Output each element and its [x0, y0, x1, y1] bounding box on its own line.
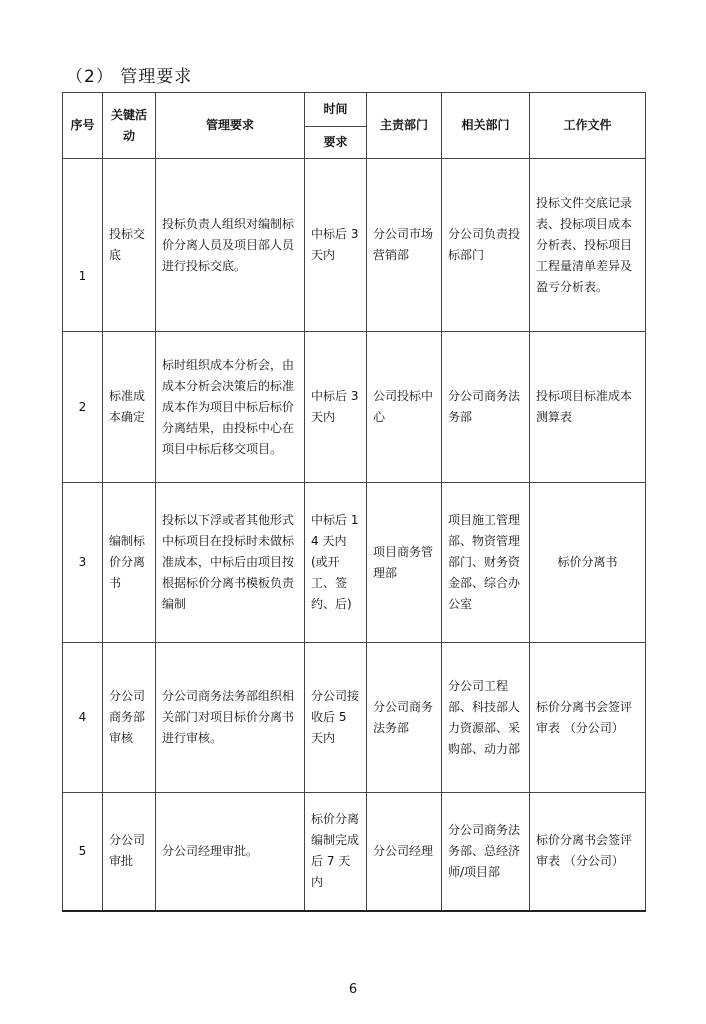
row-work-docs: 投标文件交底记录表、投标项目成本分析表、投标项目工程量清单差异及盈亏分析表。 — [530, 159, 646, 332]
header-related-dept: 相关部门 — [442, 93, 530, 159]
row-requirement: 分公司经理审批。 — [156, 793, 305, 911]
row-work-docs: 投标项目标准成本测算表 — [530, 332, 646, 483]
row-related-dept: 分公司负责投标部门 — [442, 159, 530, 332]
row-activity: 投标交底 — [103, 159, 156, 332]
row-work-docs: 标价分离书会签评审表 （分公司） — [530, 793, 646, 911]
header-seq: 序号 — [63, 93, 103, 159]
table-row — [63, 793, 646, 911]
row-lead-dept: 分公司市场营销部 — [367, 159, 442, 332]
row-seq: 4 — [63, 643, 103, 793]
row-requirement: 投标以下浮或者其他形式中标项目在投标时未做标准成本，中标后由项目按根据标价分离书模板负责编制 — [156, 483, 305, 643]
header-lead-dept: 主责部门 — [367, 93, 442, 159]
header-activity: 关键活动 — [103, 93, 156, 159]
row-seq: 1 — [63, 159, 103, 332]
row-related-dept: 分公司工程部、科技部人力资源部、采购部、动力部 — [442, 643, 530, 793]
row-lead-dept: 项目商务管理部 — [367, 483, 442, 643]
row-activity: 标准成本确定 — [103, 332, 156, 483]
table-row — [63, 159, 646, 332]
header-work-docs: 工作文件 — [530, 93, 646, 159]
row-related-dept: 项目施工管理部、物资管理部门、财务资金部、综合办公室 — [442, 483, 530, 643]
row-activity: 分公司审批 — [103, 793, 156, 911]
row-work-docs: 标价分离书会签评审表 （分公司） — [530, 643, 646, 793]
section-heading: （2） 管理要求 — [66, 67, 193, 87]
row-time: 中标后 3 天内 — [305, 159, 367, 332]
row-related-dept: 分公司商务法务部、总经济师/项目部 — [442, 793, 530, 911]
row-activity: 分公司商务部审核 — [103, 643, 156, 793]
row-time: 中标后 14 天内(或开工、签约、后) — [305, 483, 367, 643]
row-lead-dept: 公司投标中心 — [367, 332, 442, 483]
row-time: 分公司接收后 5 天内 — [305, 643, 367, 793]
row-work-docs: 标价分离书 — [530, 483, 646, 643]
table-row — [63, 332, 646, 483]
row-requirement: 投标负责人组织对编制标价分离人员及项目部人员进行投标交底。 — [156, 159, 305, 332]
row-requirement: 分公司商务法务部组织相关部门对项目标价分离书进行审核。 — [156, 643, 305, 793]
table-row — [63, 483, 646, 643]
row-requirement: 标时组织成本分析会，由成本分析会决策后的标准成本作为项目中标后标价分离结果，由投标中心在项目中标后移交项目。 — [156, 332, 305, 483]
row-activity: 编制标价分离书 — [103, 483, 156, 643]
row-time: 标价分离编制完成后 7 天内 — [305, 793, 367, 911]
header-time-bottom: 要求 — [305, 127, 367, 159]
page-number: 6 — [348, 982, 358, 997]
row-time: 中标后 3 天内 — [305, 332, 367, 483]
row-related-dept: 分公司商务法务部 — [442, 332, 530, 483]
row-seq: 5 — [63, 793, 103, 911]
row-lead-dept: 分公司商务法务部 — [367, 643, 442, 793]
header-time-top: 时间 — [305, 93, 367, 127]
management-requirements-table — [62, 92, 646, 912]
table-row — [63, 643, 646, 793]
header-requirement: 管理要求 — [156, 93, 305, 159]
row-seq: 2 — [63, 332, 103, 483]
row-seq: 3 — [63, 483, 103, 643]
row-lead-dept: 分公司经理 — [367, 793, 442, 911]
